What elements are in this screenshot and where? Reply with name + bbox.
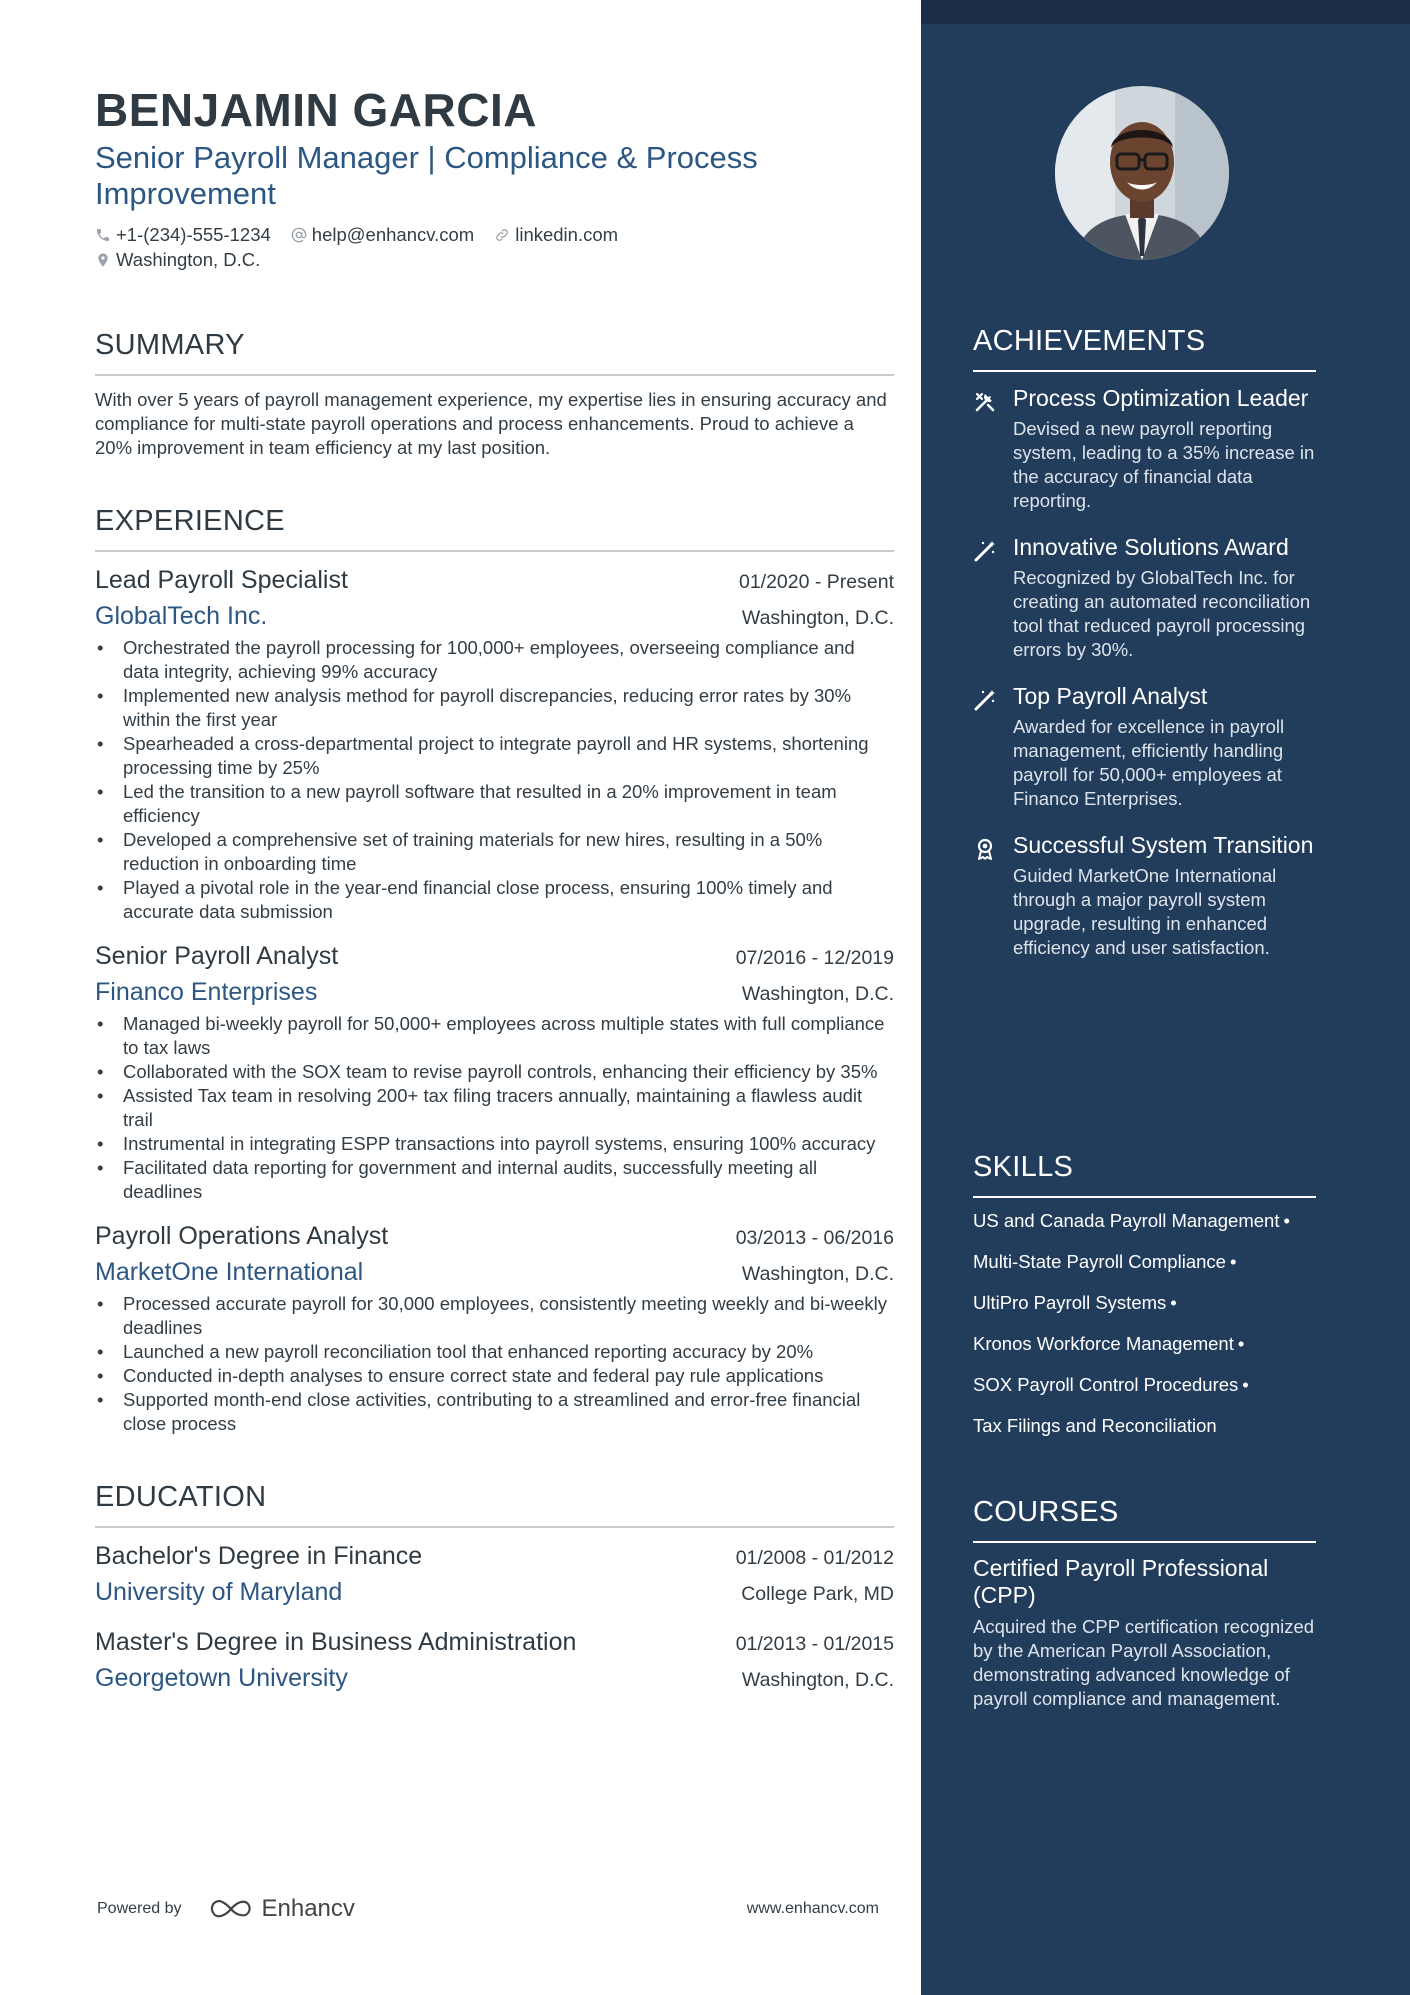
bullet-item: • Developed a comprehensive set of training materials for new hires, resulting in a 50% reduction in onboarding time (95, 828, 894, 876)
job-company-row (95, 1252, 894, 1288)
contact-phone[interactable] (95, 224, 271, 246)
footer (97, 1895, 879, 1923)
bullet-item: • Managed bi-weekly payroll for 50,000+ employees across multiple states with full compliance to tax laws (95, 1012, 894, 1060)
degree-name: Master's Degree in Business Administration (95, 1628, 577, 1656)
skill-item (973, 1282, 1316, 1323)
achievement-body (1013, 831, 1316, 960)
job-location: Washington, D.C. (741, 1263, 894, 1285)
course-title: Certified Payroll Professional (CPP) (973, 1555, 1269, 1608)
bullet-item: • Conducted in-depth analyses to ensure correct state and federal pay rule applications (95, 1364, 894, 1388)
bullet-item: • Assisted Tax team in resolving 200+ tax filing tracers annually, maintaining a flawless audit trail (95, 1084, 894, 1132)
achievement-body (1013, 384, 1316, 513)
skill-item (973, 1364, 1316, 1405)
job-date: 07/2016 - 12/2019 (735, 947, 894, 969)
school-location: Washington, D.C. (741, 1669, 894, 1691)
skills-section (973, 1150, 1316, 1446)
job-header-row (95, 940, 894, 972)
avatar (1055, 86, 1229, 260)
education-entry (95, 1626, 894, 1694)
skills-title: SKILLS (973, 1150, 1316, 1198)
achievement-description: Recognized by GlobalTech Inc. for creating an automated reconciliation tool that reduced payroll processing errors by 30%. (1013, 567, 1311, 660)
experience-section (95, 504, 894, 1436)
skill-label: Kronos Workforce Management (973, 1333, 1234, 1354)
job-bullets (95, 1292, 894, 1436)
achievement-description: Awarded for excellence in payroll management, efficiently handling payroll for 50,000+ employees at Financo Enterprises. (1013, 716, 1285, 809)
achievements-section (973, 324, 1316, 960)
job-company-row (95, 596, 894, 632)
achievement-item (973, 831, 1316, 960)
skill-item (973, 1200, 1316, 1241)
course-description: Acquired the CPP certification recognized by the American Payroll Association, demonstrating advanced knowledge of payroll compliance and management. (973, 1616, 1315, 1709)
link-icon (494, 227, 510, 243)
job-list (95, 564, 894, 1436)
contact-location (95, 249, 260, 271)
bullet-item: • Launched a new payroll reconciliation tool that enhanced reporting accuracy by 20% (95, 1340, 894, 1364)
job-date: 03/2013 - 06/2016 (735, 1227, 894, 1249)
achievement-body (1013, 682, 1316, 811)
education-header-row (95, 1626, 894, 1658)
achievement-title: Successful System Transition (1013, 832, 1314, 858)
course-list (973, 1555, 1316, 1711)
education-school-row (95, 1572, 894, 1608)
bullet-item: • Supported month-end close activities, contributing to a streamlined and error-free financial close process (95, 1388, 894, 1436)
bullet-item: • Processed accurate payroll for 30,000 employees, consistently meeting weekly and bi-weekly deadlines (95, 1292, 894, 1340)
award-ribbon-icon (973, 831, 1013, 960)
skill-label: SOX Payroll Control Procedures (973, 1374, 1239, 1395)
bullet-item: • Instrumental in integrating ESPP transactions into payroll systems, ensuring 100% accuracy (95, 1132, 894, 1156)
bullet-item: • Implemented new analysis method for payroll discrepancies, reducing error rates by 30% within the first year (95, 684, 894, 732)
job-location: Washington, D.C. (741, 607, 894, 629)
skill-item (973, 1405, 1316, 1446)
job-header-row (95, 564, 894, 596)
education-school-row (95, 1658, 894, 1694)
summary-title: SUMMARY (95, 328, 894, 376)
school-name[interactable]: University of Maryland (95, 1578, 343, 1606)
job-location: Washington, D.C. (741, 983, 894, 1005)
skill-separator: • (1242, 1374, 1249, 1395)
achievement-title: Process Optimization Leader (1013, 385, 1309, 411)
job-bullets (95, 1012, 894, 1204)
sidebar (921, 0, 1410, 1995)
skill-label: UltiPro Payroll Systems (973, 1292, 1167, 1313)
company-name[interactable]: MarketOne International (95, 1258, 364, 1286)
sidebar-top-bar (921, 0, 1410, 24)
candidate-name: BENJAMIN GARCIA (95, 84, 537, 136)
tools-icon (973, 384, 1013, 513)
skill-item (973, 1241, 1316, 1282)
bullet-item: • Orchestrated the payroll processing for 100,000+ employees, overseeing compliance and data integrity, achieving 99% accuracy (95, 636, 894, 684)
resume-header (95, 84, 894, 272)
achievement-item (973, 533, 1316, 662)
bullet-item: • Played a pivotal role in the year-end financial close process, ensuring 100% timely and accurate data submission (95, 876, 894, 924)
enhancv-logo-icon (208, 1897, 254, 1921)
courses-section (973, 1495, 1316, 1711)
achievement-list (973, 384, 1316, 960)
enhancv-logo[interactable] (208, 1895, 355, 1923)
skill-separator: • (1170, 1292, 1177, 1313)
achievements-title: ACHIEVEMENTS (973, 324, 1316, 372)
degree-name: Bachelor's Degree in Finance (95, 1542, 423, 1570)
skill-separator: • (1229, 1251, 1237, 1272)
bullet-item: • Spearheaded a cross-departmental project to integrate payroll and HR systems, shortening processing time by 25% (95, 732, 894, 780)
job-title: Payroll Operations Analyst (95, 1222, 389, 1250)
website-link[interactable]: www.enhancv.com (746, 1900, 879, 1917)
school-location: College Park, MD (741, 1583, 894, 1605)
job-company-row (95, 972, 894, 1008)
job-title: Senior Payroll Analyst (95, 942, 339, 970)
education-date: 01/2008 - 01/2012 (735, 1547, 894, 1569)
candidate-headline: Senior Payroll Manager | Compliance & Process Improvement (95, 140, 758, 211)
achievement-title: Top Payroll Analyst (1013, 683, 1208, 709)
achievement-title: Innovative Solutions Award (1013, 534, 1289, 560)
company-name[interactable]: GlobalTech Inc. (95, 602, 268, 630)
contact-info (95, 222, 894, 272)
phone-number: +1-(234)-555-1234 (116, 223, 271, 245)
education-list (95, 1540, 894, 1694)
achievement-item (973, 682, 1316, 811)
skill-label: Multi-State Payroll Compliance (973, 1251, 1226, 1272)
brand-name: Enhancv (261, 1895, 355, 1922)
job-date: 01/2020 - Present (738, 571, 894, 593)
job-title: Lead Payroll Specialist (95, 566, 348, 594)
location-text: Washington, D.C. (116, 248, 261, 270)
magic-wand-icon (973, 682, 1013, 811)
magic-wand-icon (973, 533, 1013, 662)
course-item (973, 1555, 1316, 1711)
education-date: 01/2013 - 01/2015 (735, 1633, 894, 1655)
experience-title: EXPERIENCE (95, 504, 894, 552)
courses-title: COURSES (973, 1495, 1316, 1543)
footer-branding (97, 1895, 355, 1923)
linkedin-url: linkedin.com (515, 223, 619, 245)
job-entry (95, 940, 894, 1204)
summary-text: With over 5 years of payroll management experience, my expertise lies in ensuring accuracy and compliance for multi-state payroll operations and process enhancements. Proud to achieve a 20% improvement in team efficiency at my last position. (95, 389, 887, 458)
education-entry (95, 1540, 894, 1608)
achievement-description: Devised a new payroll reporting system, leading to a 35% increase in the accuracy of financial data reporting. (1013, 418, 1315, 511)
bullet-item: • Collaborated with the SOX team to revise payroll controls, enhancing their efficiency by 35% (95, 1060, 894, 1084)
job-header-row (95, 1220, 894, 1252)
job-entry (95, 1220, 894, 1436)
email-address: help@enhancv.com (311, 223, 475, 245)
skill-item (973, 1323, 1316, 1364)
skill-separator: • (1283, 1210, 1290, 1231)
skill-label: Tax Filings and Reconciliation (973, 1415, 1217, 1436)
location-pin-icon (95, 252, 111, 268)
achievement-body (1013, 533, 1316, 662)
school-name[interactable]: Georgetown University (95, 1664, 348, 1692)
bullet-item: • Facilitated data reporting for government and internal audits, successfully meeting all deadlines (95, 1156, 894, 1204)
achievement-item (973, 384, 1316, 513)
phone-icon (95, 227, 111, 243)
job-bullets (95, 636, 894, 924)
skill-label: US and Canada Payroll Management (973, 1210, 1280, 1231)
achievement-description: Guided MarketOne International through a major payroll system upgrade, resulting in enhanced efficiency and user satisfaction. (1013, 865, 1277, 958)
bullet-item: • Led the transition to a new payroll software that resulted in a 20% improvement in team efficiency (95, 780, 894, 828)
skill-list (973, 1200, 1316, 1446)
job-entry (95, 564, 894, 924)
contact-email[interactable] (291, 224, 474, 246)
at-sign-icon (291, 227, 307, 243)
education-section (95, 1480, 894, 1694)
company-name[interactable]: Financo Enterprises (95, 978, 318, 1006)
summary-section (95, 328, 894, 460)
education-header-row (95, 1540, 894, 1572)
powered-by-label: Powered by (97, 1900, 182, 1917)
education-title: EDUCATION (95, 1480, 894, 1528)
skill-separator: • (1237, 1333, 1245, 1354)
contact-linkedin[interactable] (494, 224, 618, 246)
